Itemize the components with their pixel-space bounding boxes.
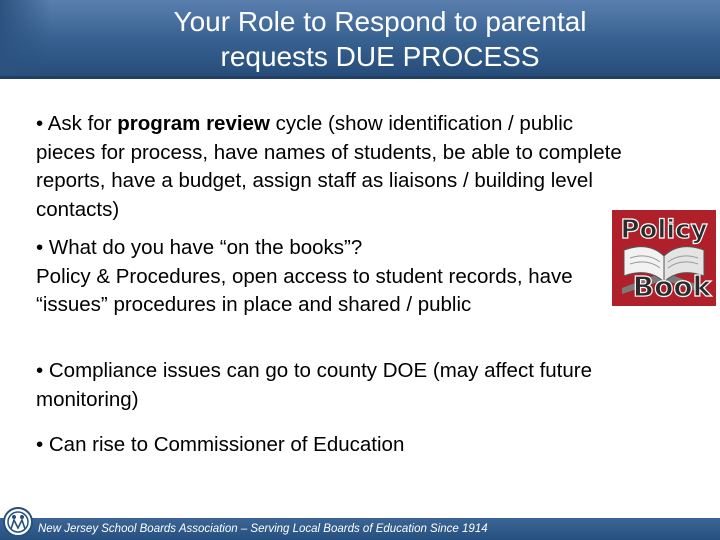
slide-title bbox=[60, 4, 700, 76]
policy-book-icon bbox=[612, 210, 716, 306]
bullet-program-review bbox=[36, 110, 626, 224]
book-word: Book bbox=[632, 270, 712, 303]
njsba-logo-icon bbox=[2, 506, 34, 538]
bullet-compliance: • Compliance issues can go to county DOE (may affect future monitoring) bbox=[36, 359, 593, 411]
header-left-band bbox=[0, 0, 52, 76]
bullet-on-the-books bbox=[36, 234, 626, 320]
title-line-1: Your Role to Respond to parental bbox=[173, 6, 587, 37]
bullet-1-prefix: • Ask for bbox=[36, 112, 118, 135]
header-rule bbox=[0, 76, 720, 79]
bullet-1-rest: cycle (show identification / public pieces for process, have names of students, be able to complete reports, have a budget, assign staff as liaisons / building level contacts) bbox=[36, 112, 622, 221]
footer-text: New Jersey School Boards Association – Serving Local Boards of Education Since 1914 bbox=[38, 523, 488, 535]
bullet-2-line-2: Policy & Procedures, open access to student records, have “issues” procedures in place and shared / public bbox=[36, 264, 573, 316]
bullet-2-line-1: • What do you have “on the books”? bbox=[36, 236, 363, 259]
bullet-commissioner: • Can rise to Commissioner of Education bbox=[36, 433, 405, 456]
title-line-2: requests DUE PROCESS bbox=[220, 41, 540, 72]
bullet-1-bold: program review bbox=[117, 112, 270, 135]
header-bar bbox=[0, 0, 720, 76]
policy-word: Policy bbox=[620, 215, 708, 245]
footer bbox=[0, 486, 720, 540]
